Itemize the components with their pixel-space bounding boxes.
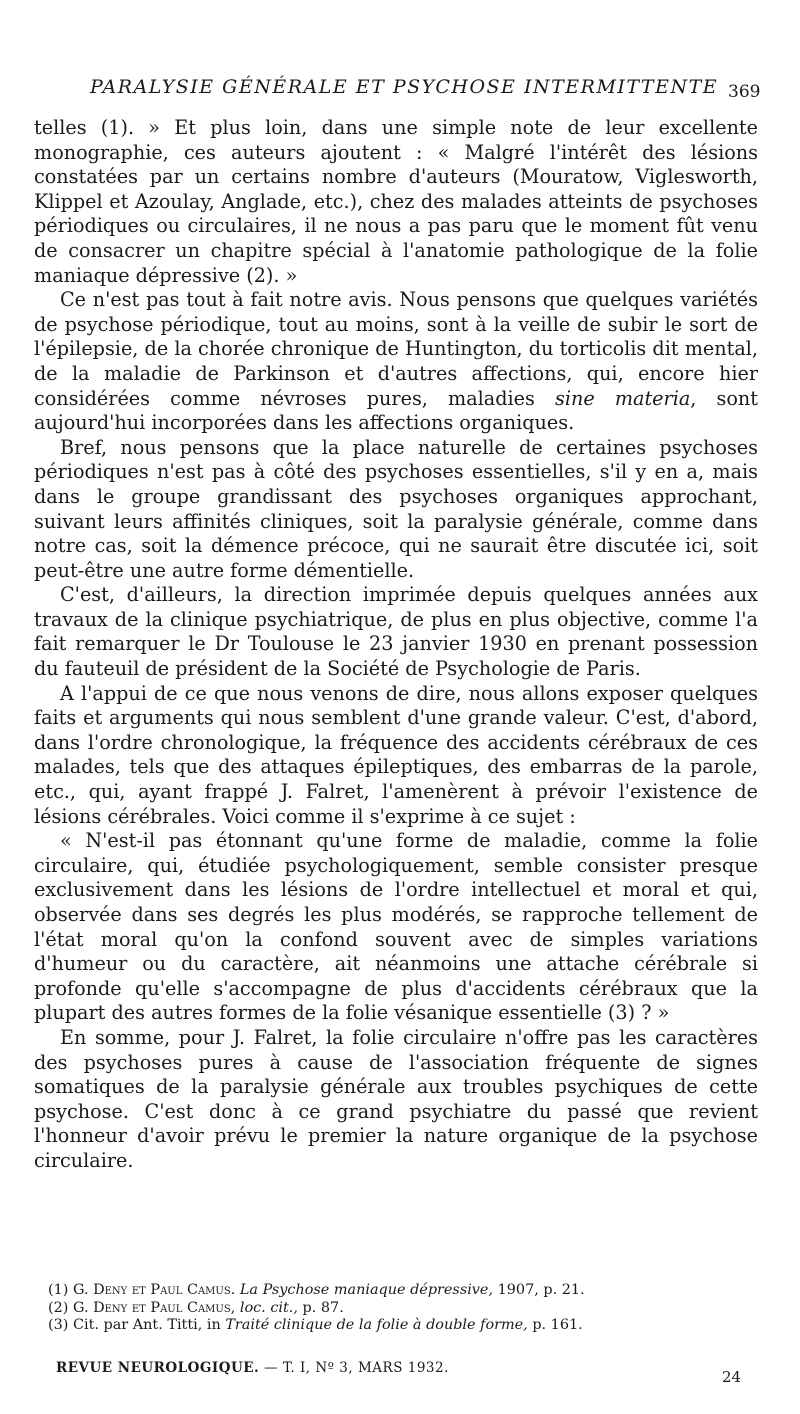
journal-volume: — T. I, Nº 3, MARS 1932.: [264, 1360, 449, 1376]
footnote-2: [48, 1300, 748, 1318]
footnote-2-title: loc. cit.,: [239, 1299, 298, 1316]
signature-mark: 24: [722, 1368, 742, 1386]
footnote-3: [48, 1317, 748, 1335]
footnotes: [48, 1282, 748, 1335]
paragraph-7: En somme, pour J. Falret, la folie circulaire n'offre pas les caractères des psychoses pures à cause de l'association fréquente de signes somatiques de la paralysie générale aux troubles psychiques de cette psychose. C'est donc à ce grand psychiatre du passé que revient l'honneur d'avoir prévu le premier la nature organique de la psychose circulaire.: [34, 1025, 758, 1172]
footnote-1-authors: G. Deny et Paul Camus.: [72, 1282, 236, 1298]
paragraph-2-text-a: Ce n'est pas tout à fait notre avis. Nous pensons que quelques variétés de psychose périodique, tout au moins, sont à la veille de subir le sort de l'épilepsie, de la chorée chronique de Huntington, du torticolis dit mental, de la maladie de Parkinson et d'autres affections, qui, encore hier considérées comme névroses pures, maladies: [34, 288, 758, 410]
journal-name: REVUE NEUROLOGIQUE.: [56, 1360, 260, 1376]
running-head: PARALYSIE GÉNÉRALE ET PSYCHOSE INTERMITTENTE: [90, 76, 719, 98]
paragraph-6-quote: « N'est-il pas étonnant qu'une forme de maladie, comme la folie circulaire, qui, étudiée psychologiquement, semble consister presque exclusivement dans les lésions de l'ordre intellectuel et moral et qui, observée dans ses degrés les plus modérés, se rapproche tellement de l'état moral qu'on la confond souvent avec de simples variations d'humeur ou du caractère, ait néanmoins une attache cérébrale si profonde qu'elle s'accompagne de plus d'accidents cérébraux que la plupart des autres formes de la folie vésanique essentielle (3) ? »: [34, 829, 758, 1025]
page-number: 369: [728, 82, 761, 102]
footnote-3-title: Traité clinique de la folie à double forme,: [225, 1317, 528, 1334]
journal-footer: [56, 1360, 449, 1376]
paragraph-2-text-b: , sont aujourd'hui incorporées dans les affections organiques.: [34, 386, 758, 435]
paragraph-5: A l'appui de ce que nous venons de dire, nous allons exposer quelques faits et arguments qui nous semblent d'une grande valeur. C'est, d'abord, dans l'ordre chronologique, la fréquence des accidents cérébraux de ces malades, tels que des attaques épileptiques, des embarras de la parole, etc., qui, ayant frappé J. Falret, l'amenèrent à prévoir l'existence de lésions cérébrales. Voici comme il s'exprime à ce sujet :: [34, 681, 758, 828]
footnote-3-text: Cit. par Ant. Titti, in: [72, 1317, 221, 1334]
footnote-2-number: (2): [48, 1299, 69, 1316]
paragraph-1: telles (1). » Et plus loin, dans une simple note de leur excellente monographie, ces auteurs ajoutent : « Malgré l'intérêt des lésions constatées par un certains nombre d'auteurs (Mouratow, Viglesworth, Klippel et Azoulay, Anglade, etc.), chez des malades atteints de psychoses périodiques ou circulaires, il ne nous a pas paru que le moment fût venu de consacrer un chapitre spécial à l'anatomie pathologique de la folie maniaque dépressive (2). »: [34, 116, 758, 287]
paragraph-2-latin: sine materia: [555, 386, 691, 410]
footnote-2-authors: G. Deny et Paul Camus,: [72, 1299, 236, 1316]
paragraph-3: Bref, nous pensons que la place naturelle de certaines psychoses périodiques n'est pas à côté des psychoses essentielles, s'il y en a, mais dans le groupe grandissant des psychoses organiques approchant, suivant leurs affinités cliniques, soit la paralysie générale, comme dans notre cas, soit la démence précoce, qui ne saurait être discutée ici, soit peut-être une autre forme démentielle.: [34, 435, 758, 582]
footnote-3-number: (3): [48, 1317, 69, 1334]
footnote-1-rest: 1907, p. 21.: [497, 1282, 585, 1298]
footnote-3-rest: p. 161.: [532, 1317, 583, 1334]
body-text: [34, 116, 758, 1174]
paragraph-2: [34, 288, 758, 436]
paragraph-4: C'est, d'ailleurs, la direction imprimée depuis quelques années aux travaux de la clinique psychiatrique, de plus en plus objective, comme l'a fait remarquer le Dr Toulouse le 23 janvier 1930 en prenant possession du fauteuil de président de la Société de Psychologie de Paris.: [34, 583, 758, 681]
footnote-1: [48, 1282, 748, 1300]
footnote-1-title: La Psychose maniaque dépressive,: [239, 1282, 494, 1298]
footnote-1-number: (1): [48, 1282, 69, 1298]
footnote-2-rest: p. 87.: [302, 1299, 344, 1316]
